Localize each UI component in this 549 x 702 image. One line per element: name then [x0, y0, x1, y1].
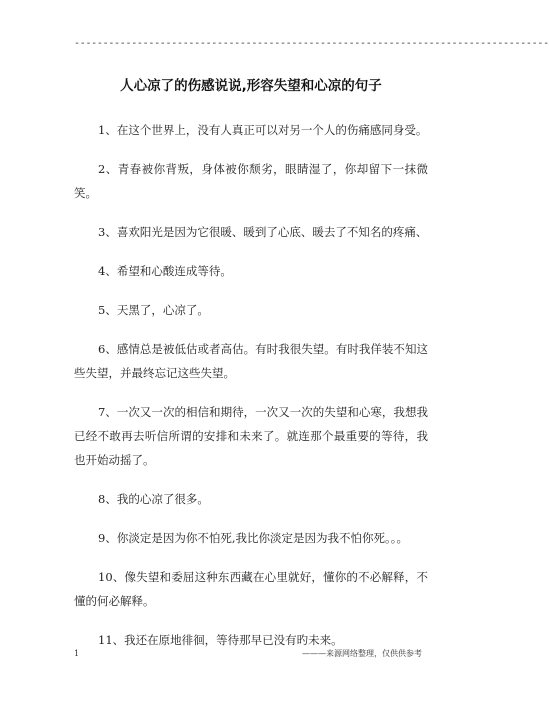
paragraph-8: 8、我的心凉了很多。: [98, 492, 209, 506]
paragraph-4: 4、希望和心酸连成等待。: [98, 264, 232, 278]
paragraph-11: 11、我还在原地徘徊，等待那早已没有旳未来。: [98, 633, 343, 647]
header-dashed-rule: -----------------------------------------------------------------------------------: [74, 38, 549, 49]
article-body: [74, 118, 428, 667]
page-footer: [74, 647, 428, 661]
paragraph-6: 6、感情总是被低估或者高估。有时我很失望。有时我佯装不知这些失望，并最终忘记这些失望。: [74, 342, 428, 380]
paragraph-2: 2、青春被你背叛，身体被你颓劣，眼睛湿了，你却留下一抹微笑。: [74, 162, 428, 200]
page-number: 1: [74, 649, 80, 658]
paragraph-5: 5、天黑了，心凉了。: [98, 303, 209, 317]
paragraph-9: 9、你淡定是因为你不怕死,我比你淡定是因为我不怕你死。。。: [98, 531, 408, 545]
paragraph-7: 7、一次又一次的相信和期待，一次又一次的失望和心寒，我想我已经不敢再去听信所谓的安排和未来了。就连那个最重要的等待，我也开始动摇了。: [74, 405, 428, 467]
page-title: 人心凉了的伤感说说,形容失望和心凉的句子: [120, 78, 382, 94]
source-note: ———来源网络整理，仅供供参考: [302, 649, 422, 658]
paragraph-3: 3、喜欢阳光是因为它很暖、暖到了心底、暖去了不知名的疼痛、: [98, 225, 428, 239]
paragraph-10: 10、像失望和委屈这种东西藏在心里就好，懂你的不必解释，不懂的何必解释。: [74, 570, 428, 608]
paragraph-1: 1、在这个世界上，没有人真正可以对另一个人的伤痛感同身受。: [98, 123, 428, 137]
